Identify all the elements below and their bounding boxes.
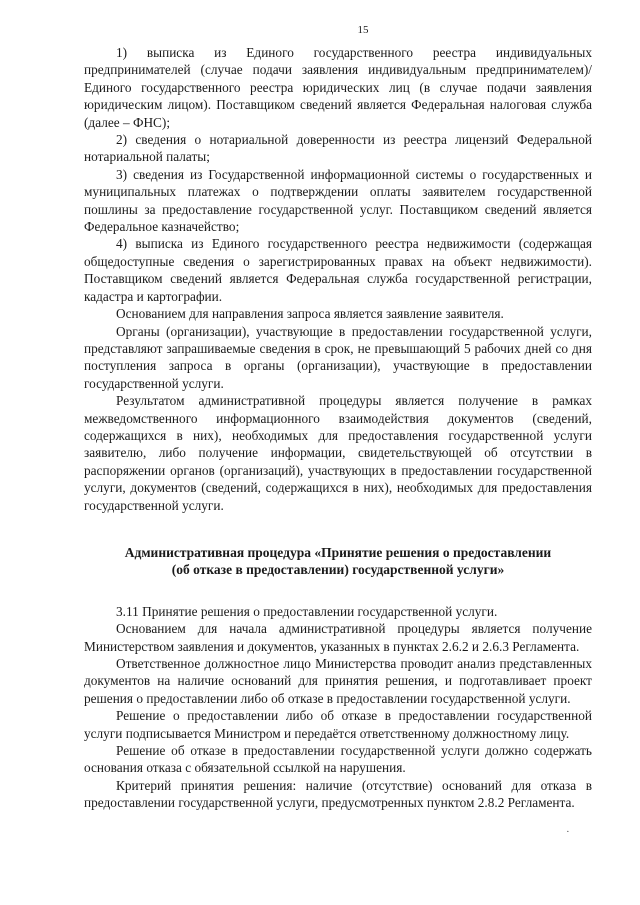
heading-line-2: (об отказе в предоставлении) государственной услуги» (171, 562, 505, 578)
paragraph: 3.11 Принятие решения о предоставлении государственной услуги. (116, 603, 498, 619)
paragraph: 1) выписка из Единого государственного реестра индивидуальных предпринимателей (случае подачи заявления индивидуальным предпринимателем)/ Единого государственного реестра юридических лиц (в случае подачи заявления юридическим лицом). Поставщиком сведений является Федеральная налоговая служба (далее – ФНС); (84, 45, 592, 130)
page-number: 15 (357, 24, 369, 36)
section-decision (84, 603, 592, 812)
paragraph: Ответственное должностное лицо Министерства проводит анализ представленных документов на наличие оснований для принятия решения, и подготавливает проект решения о предоставлении либо об отказе в предоставлении государственной услуги. (84, 656, 592, 706)
paragraph: Органы (организации), участвующие в предоставлении государственной услуги, представляют запрашиваемые сведения в срок, не превышающий 5 рабочих дней со дня поступления запроса в органы (организации), участвующие в предоставлении государственной услуги. (84, 323, 592, 391)
paragraph: 4) выписка из Единого государственного реестра недвижимости (содержащая общедоступные сведения о зарегистрированных правах на объект недвижимости). Поставщиком сведений является Федеральная служба государственной регистрации, кадастра и картографии. (84, 236, 592, 304)
scan-speck: · (566, 826, 570, 838)
paragraph: Критерий принятия решения: наличие (отсутствие) оснований для отказа в предоставлении государственной услуги, предусмотренных пунктом 2.8.2 Регламента. (84, 777, 592, 811)
section-interagency-requests (84, 44, 592, 514)
paragraph: Основанием для направления запроса является заявление заявителя. (116, 306, 504, 322)
paragraph: Решение о предоставлении либо об отказе в предоставлении государственной услуги подписывается Министром и передаётся ответственному должностному лицу. (84, 708, 592, 741)
paragraph: 2) сведения о нотариальной доверенности из реестра лицензий Федеральной нотариальной палаты; (84, 132, 592, 165)
paragraph: Результатом административной процедуры является получение в рамках межведомственного информационного взаимодействия документов (сведений, содержащихся в них), необходимых для предоставления государственной услуги заявителю, либо получение информации, свидетельствующей об отсутствии в распоряжении органов (организаций), участвующих в предоставлении государственной услуги, документов (сведений, содержащихся в них), необходимых для предоставления государственной услуги. (84, 393, 592, 513)
paragraph: Основанием для начала административной процедуры является получение Министерством заявления и документов, указанных в пунктах 2.6.2 и 2.6.3 Регламента. (84, 621, 592, 654)
section-heading (84, 544, 592, 579)
heading-line-1: Административная процедура «Принятие решения о предоставлении (124, 544, 552, 560)
paragraph: 3) сведения из Государственной информационной системы о государственных и муниципальных платежах о подтверждении оплаты заявителем государственной пошлины за предоставление государственной услуг. Поставщиком сведений является Федеральное казначейство; (84, 166, 592, 235)
paragraph: Решение об отказе в предоставлении государственной услуги должно содержать основания отказа с обязательной ссылкой на нарушения. (84, 743, 592, 776)
